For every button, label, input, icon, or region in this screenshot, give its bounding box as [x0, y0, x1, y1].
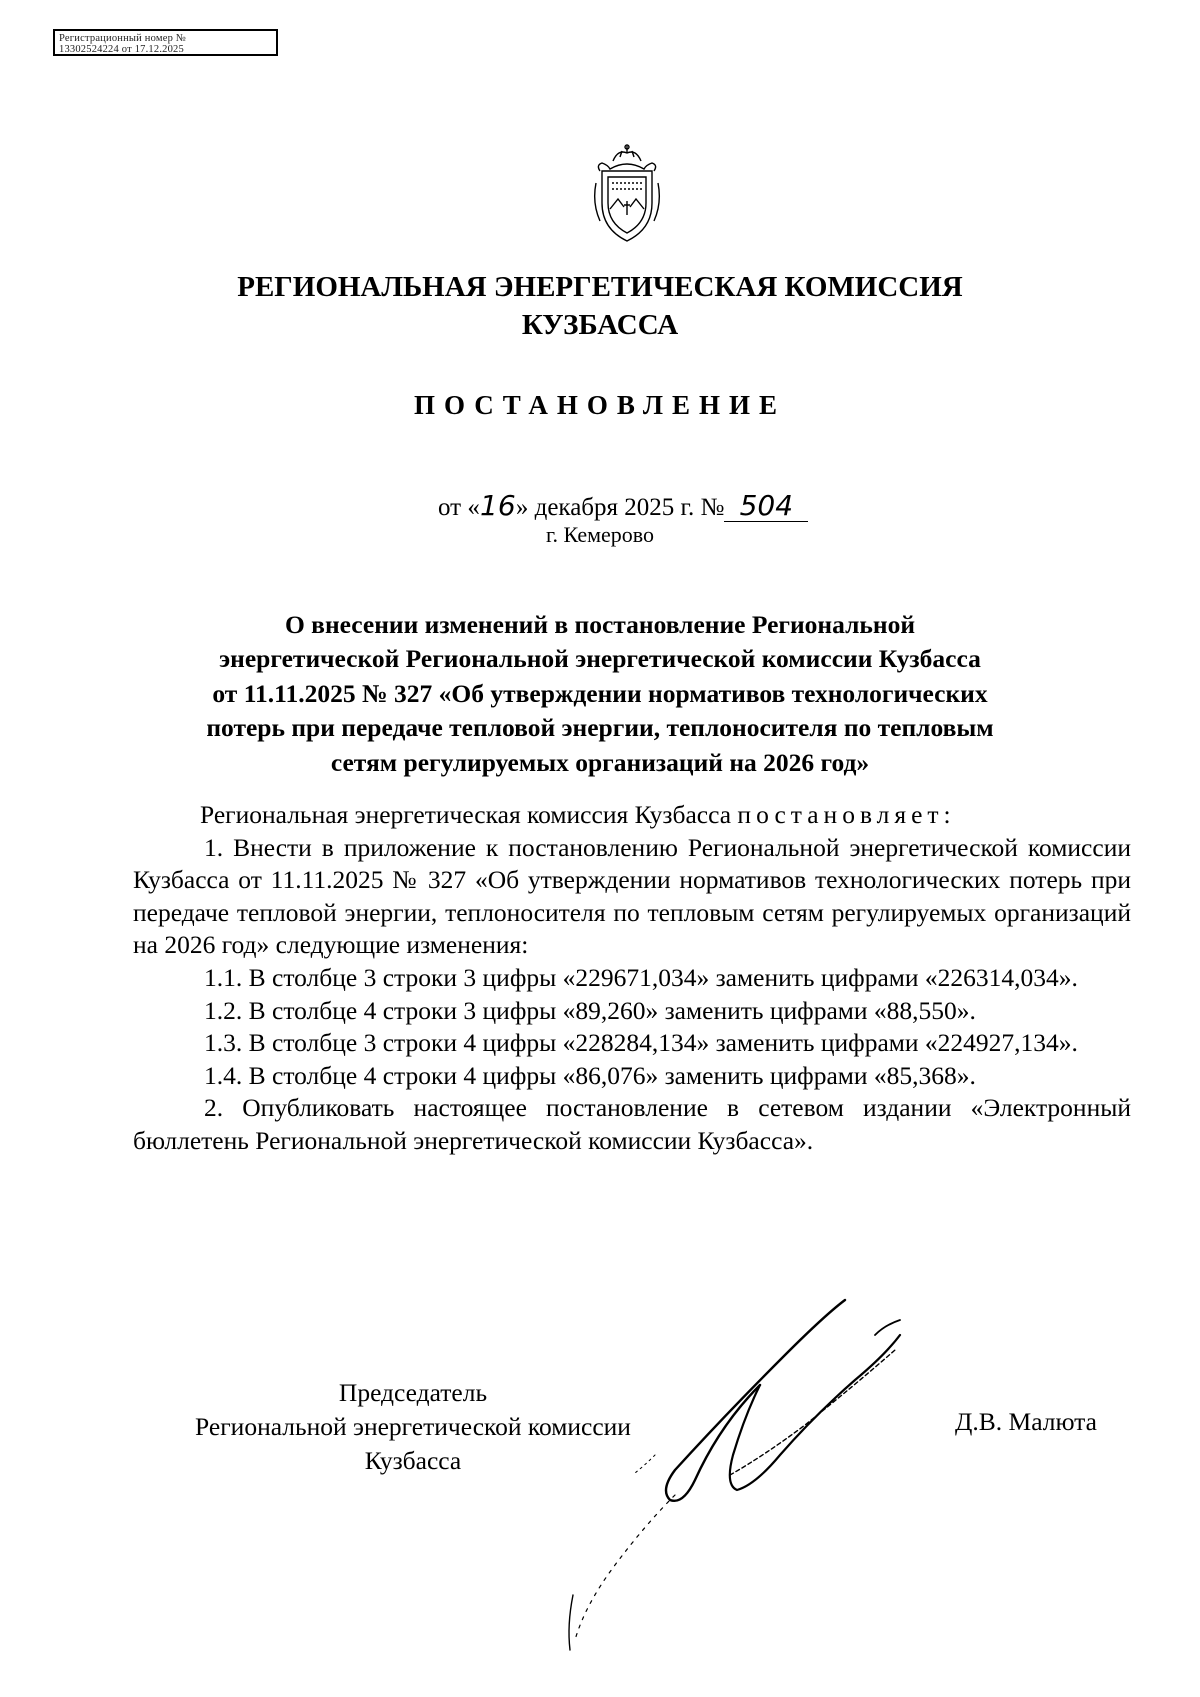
subject-line: сетям регулируемых организаций на 2026 год»: [330, 747, 870, 777]
city: г. Кемерово: [545, 522, 655, 547]
organization-name-line1: РЕГИОНАЛЬНАЯ ЭНЕРГЕТИЧЕСКАЯ КОМИССИЯ: [237, 271, 963, 303]
date-day-handwritten: 16: [480, 489, 516, 522]
document-number-handwritten: 504: [724, 491, 808, 522]
registration-stamp-line2: 1330252422​4 от 17.12.2025: [59, 44, 184, 55]
paragraph-1-2: 1.2. В столбце 4 строки 3 цифры «89,260» заменить цифрами «88,550».: [204, 995, 976, 1025]
preamble-spaced-verb: постановляет:: [737, 800, 956, 829]
paragraph-1-4: 1.4. В столбце 4 строки 4 цифры «86,076» заменить цифрами «85,368».: [204, 1060, 976, 1090]
subject-line: энергетической Региональной энергетической комиссии Кузбасса: [219, 644, 981, 674]
date-prefix: от «: [438, 494, 480, 521]
signatory-position-line1: Председатель: [338, 1378, 488, 1407]
date-month-year: » декабря 2025 г. №: [515, 494, 725, 521]
handwritten-signature: [555, 1295, 995, 1655]
signatory-name: Д.В. Малюта: [955, 1407, 1097, 1436]
document-body: [133, 799, 1131, 1158]
registration-stamp-line1: Регистрационный номер №: [59, 33, 187, 44]
paragraph-2: 2. Опубликовать настоящее постановление в сетевом издании «Электронный бюллетень Региональной энергетической комиссии Кузбасса».: [133, 1093, 1131, 1155]
signatory-position-line3: Кузбасса: [364, 1446, 462, 1475]
registration-stamp: [53, 29, 278, 56]
document-type: ПОСТАНОВЛЕНИЕ: [413, 390, 787, 420]
paragraph-1-1: 1.1. В столбце 3 строки 3 цифры «229671,034» заменить цифрами «226314,034».: [204, 962, 1078, 992]
subject-line: О внесении изменений в постановление Региональной: [284, 610, 916, 639]
subject-line: от 11.11.2025 № 327 «Об утверждении нормативов технологических: [212, 678, 988, 708]
coat-of-arms-emblem: [588, 143, 666, 247]
preamble-text: Региональная энергетическая комиссия Кузбасса: [200, 800, 738, 829]
signatory-position-line2: Региональной энергетической комиссии: [195, 1412, 631, 1441]
paragraph-1-3: 1.3. В столбце 3 строки 4 цифры «228284,134» заменить цифрами «224927,134».: [204, 1028, 1078, 1058]
date-line: [438, 489, 808, 522]
organization-name: [0, 268, 1200, 344]
organization-name-line2: КУЗБАССА: [521, 309, 679, 341]
subject-line: потерь при передаче тепловой энергии, теплоносителя по тепловым: [206, 713, 994, 743]
document-subject: [0, 608, 1200, 780]
paragraph-1: 1. Внести в приложение к постановлению Региональной энергетической комиссии Кузбасса от 11.11.2025 № 327 «Об утверждении нормативов технологических потерь при передаче тепловой энергии, теплоносителя по тепловым сетям регулируемых организаций на 2026 год» следующие изменения:: [133, 832, 1131, 960]
preamble: [133, 799, 1131, 832]
